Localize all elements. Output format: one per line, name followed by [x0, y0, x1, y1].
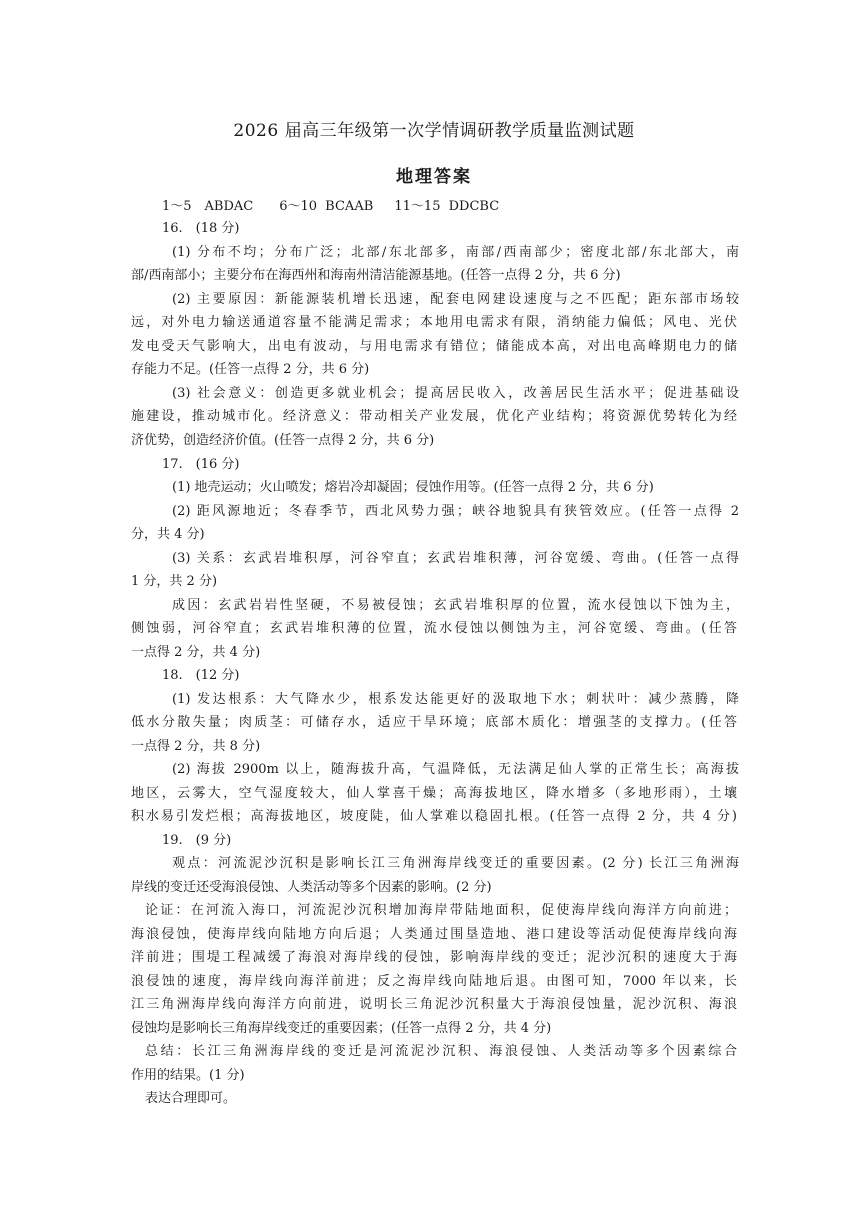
answer-line: 表达合理即可。 — [145, 1091, 237, 1106]
answer-line: 海浪侵蚀，使海岸线向陆地方向后退；人类通过围垦造地、港口建设等活动促使海岸线向海 — [131, 927, 737, 942]
answer-line: 作用的结果。(1 分) — [131, 1068, 245, 1083]
answer-line: 低水分散失量；肉质茎：可储存水，适应干旱环境；底部木质化：增强茎的支撑力。(任答 — [131, 715, 737, 730]
answer-line: 侧蚀弱，河谷窄直；玄武岩堆积薄的位置，流水侵蚀以侧蚀为主，河谷宽缓、弯曲。(任答 — [131, 621, 737, 636]
answer-line: 积水易引发烂根；高海拔地区，坡度陡，仙人掌难以稳固扎根。(任答一点得 2 分，共 4 分) — [131, 809, 737, 824]
answer-line: 侵蚀均是影响长三角海岸线变迁的重要因素；(任答一点得 2 分，共 4 分) — [131, 1021, 552, 1036]
answer-line: 远，对外电力输送通道容量不能满足需求；本地用电需求有限，消纳能力偏低；风电、光伏 — [131, 315, 737, 330]
answer-line: 存能力不足。(任答一点得 2 分，共 6 分) — [131, 362, 370, 377]
answer-line: 施建设，推动城市化。经济意义：带动相关产业发展，优化产业结构；将资源优势转化为经 — [131, 409, 737, 424]
answer-line: 地区，云雾大，空气湿度较大，仙人掌喜干燥；高海拔地区，降水增多（多地形雨），土壤 — [131, 786, 737, 801]
answer-line: (1) 地壳运动；火山喷发；熔岩冷却凝固；侵蚀作用等。(任答一点得 2 分，共 6 分) — [172, 480, 654, 495]
page-title: 2026 届高三年级第一次学情调研教学质量监测试题 — [233, 121, 635, 141]
answer-line: 观点：河流泥沙沉积是影响长江三角洲海岸线变迁的重要因素。(2 分) 长江三角洲海 — [172, 856, 739, 871]
answer-line: 一点得 2 分，共 8 分) — [131, 739, 261, 754]
answer-line: 江三角洲海岸线向海洋方向前进，说明长三角泥沙沉积量大于海浪侵蚀量，泥沙沉积、海浪 — [131, 997, 737, 1012]
answer-line: 发电受天气影响大，出电有波动，与用电需求有错位；储能成本高，对出电高峰期电力的储 — [131, 339, 737, 354]
answer-line: 1 分，共 2 分) — [131, 574, 218, 589]
answer-line: 洋前进；围堤工程减缓了海浪对海岸线的侵蚀，影响海岸线的变迁；泥沙沉积的速度大于海 — [131, 950, 737, 965]
answer-line: (1) 发达根系：大气降水少，根系发达能更好的汲取地下水；刺状叶：减少蒸腾，降 — [172, 692, 739, 707]
page-subtitle: 地理答案 — [396, 167, 472, 187]
answer-line: (2) 距风源地近；冬春季节，西北风势力强；峡谷地貌具有狭管效应。(任答一点得 2 — [172, 504, 739, 519]
answer-line: 分，共 4 分) — [131, 527, 205, 542]
answer-line: (3) 关系：玄武岩堆积厚，河谷窄直；玄武岩堆积薄，河谷宽缓、弯曲。(任答一点得 — [172, 551, 739, 566]
question-16-header: 16. (18 分) — [162, 221, 240, 236]
answer-line: (1) 分布不均；分布广泛；北部/东北部多，南部/西南部少；密度北部/东北部大，南 — [172, 245, 739, 260]
answer-line: (2) 主要原因：新能源装机增长迅速，配套电网建设速度与之不匹配；距东部市场较 — [172, 292, 739, 307]
answer-line: 部/西南部小；主要分布在海西州和海南州清洁能源基地。(任答一点得 2 分，共 6 分) — [131, 268, 621, 283]
multiple-choice-answers: 1～5 ABDAC 6～10 BCAAB 11～15 DDCBC — [162, 199, 500, 214]
answer-line: 岸线的变迁还受海浪侵蚀、人类活动等多个因素的影响。(2 分) — [131, 880, 492, 895]
answer-line: (3) 社会意义：创造更多就业机会；提高居民收入，改善居民生活水平；促进基础设 — [172, 386, 739, 401]
question-17-header: 17. (16 分) — [162, 457, 240, 472]
question-19-header: 19. (9 分) — [162, 833, 232, 848]
answer-line: 浪侵蚀的速度，海岸线向海洋前进；反之海岸线向陆地后退。由图可知，7000 年以来，长 — [131, 974, 737, 989]
answer-line: 总结：长江三角洲海岸线的变迁是河流泥沙沉积、海浪侵蚀、人类活动等多个因素综合 — [145, 1044, 737, 1059]
answer-line: (2) 海拔 2900m 以上，随海拔升高，气温降低，无法满足仙人掌的正常生长；高海拔 — [172, 762, 739, 777]
answer-line: 论证：在河流入海口，河流泥沙沉积增加海岸带陆地面积，促使海岸线向海洋方向前进； — [145, 903, 737, 918]
question-18-header: 18. (12 分) — [162, 668, 240, 683]
answer-line: 成因：玄武岩岩性坚硬，不易被侵蚀；玄武岩堆积厚的位置，流水侵蚀以下蚀为主， — [172, 598, 739, 613]
answer-line: 一点得 2 分，共 4 分) — [131, 645, 261, 660]
answer-line: 济优势，创造经济价值。(任答一点得 2 分，共 6 分) — [131, 433, 435, 448]
